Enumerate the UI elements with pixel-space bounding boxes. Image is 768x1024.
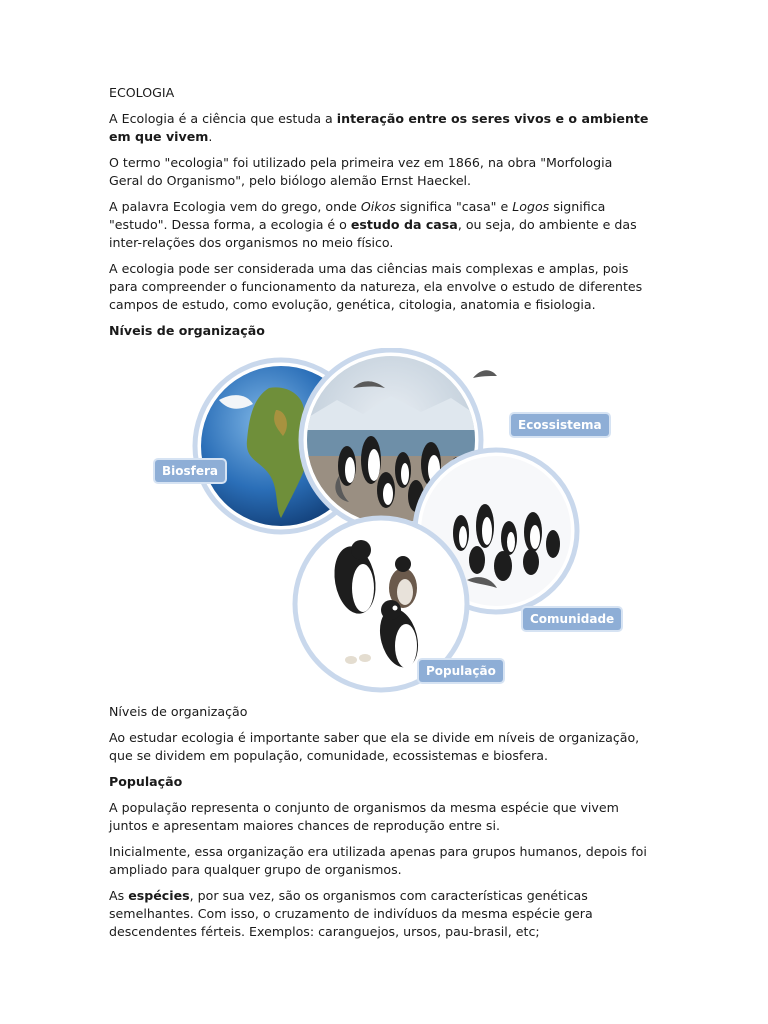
italic-run: Logos [512, 199, 550, 214]
levels-illustration [141, 348, 641, 693]
paragraph-etymology [109, 198, 649, 252]
label-ecossistema: Ecossistema [511, 414, 609, 436]
document-page [109, 84, 649, 949]
paragraph-initially: Inicialmente, essa organização era utilizada apenas para grupos humanos, depois foi ampliado para qualquer grupo de organismos. [109, 844, 647, 877]
label-populacao: População [419, 660, 503, 682]
section-heading-population [109, 773, 649, 791]
text-run: , por sua vez, são os organismos com características genéticas semelhantes. Com isso, o cruzamento de indivíduos da mesma espécie gera descendentes férteis. Exemplos: caranguejos, ursos, pau-brasil, etc; [109, 888, 593, 939]
bold-run: espécies [128, 888, 190, 903]
bold-run: interação entre os seres vivos e o ambiente em que vivem [109, 111, 649, 144]
bold-run: estudo da casa [350, 217, 458, 232]
paragraph-levels: Ao estudar ecologia é importante saber que ela se divide em níveis de organização, que se dividem em população, comunidade, ecossistemas e biosfera. [109, 730, 640, 763]
paragraph-complexity: A ecologia pode ser considerada uma das ciências mais complexas e amplas, pois para compreender o funcionamento da natureza, ela envolve o estudo de diferentes campos de estudo, como evolução, genética, citologia, anatomia e fisiologia. [109, 261, 643, 312]
label-biosfera: Biosfera [155, 460, 225, 482]
text-run: A palavra Ecologia vem do grego, onde [109, 199, 361, 214]
label-comunidade: Comunidade [523, 608, 621, 630]
document-title: ECOLOGIA [109, 85, 175, 100]
heading-text: Níveis de organização [109, 323, 265, 338]
paragraph-history: O termo "ecologia" foi utilizado pela primeira vez em 1866, na obra "Morfologia Geral do Organismo", pelo biólogo alemão Ernst Haeckel. [109, 155, 613, 188]
italic-run: Oikos [360, 199, 396, 214]
paragraph-definition [109, 110, 649, 146]
text-run: A Ecologia é a ciência que estuda a [109, 111, 337, 126]
text-run: As [109, 888, 129, 903]
figure-caption: Níveis de organização [109, 704, 248, 719]
heading-text: População [109, 774, 183, 789]
paragraph-population: A população representa o conjunto de organismos da mesma espécie que vivem juntos e apresentam maiores chances de reprodução entre si. [109, 800, 619, 833]
text-run: . [208, 129, 213, 144]
text-run: , ou seja, do ambiente e das inter-relações dos organismos no meio físico. [109, 217, 637, 250]
text-run: significa "casa" e [395, 199, 513, 214]
section-heading-levels [109, 322, 649, 340]
text-run: significa "estudo". Dessa forma, a ecologia é o [109, 199, 606, 232]
paragraph-species [109, 887, 649, 941]
levels-figure [141, 348, 641, 693]
